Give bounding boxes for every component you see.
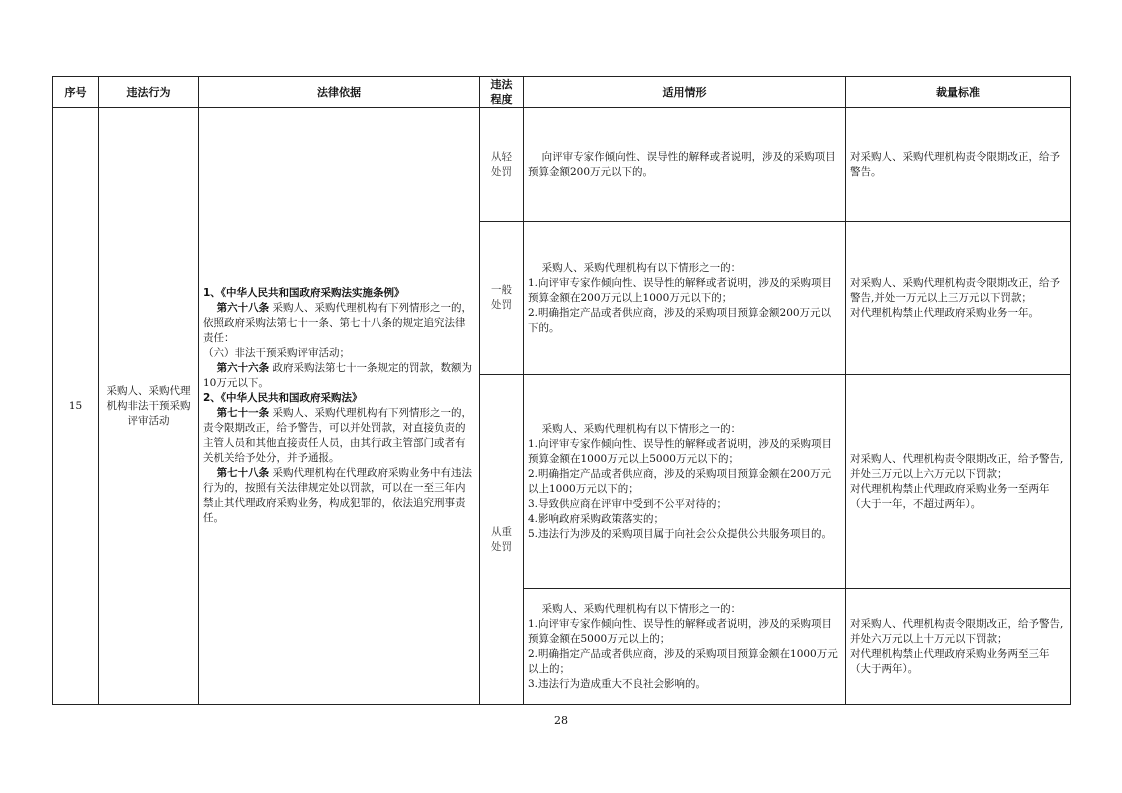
basis-article-68-item: （六）非法干预采购评审活动； <box>203 347 350 359</box>
violation-act: 采购人、采购代理机构非法干预采购评审活动 <box>99 108 199 705</box>
situation-heavy-1-intro: 采购人、采购代理机构有以下情形之一的： <box>541 422 742 435</box>
degree-heavy-b: 处罚 <box>491 540 512 553</box>
header-degree-line1: 违法 <box>490 78 513 91</box>
standard-general-line-2: 对代理机构禁止代理政府采购业务一年。 <box>850 306 1039 319</box>
basis-article-68 <box>203 301 475 346</box>
basis-article-66-text: 政府采购法第七十一条规定的罚款，数额为10万元以下。 <box>203 362 472 389</box>
degree-general <box>480 222 524 375</box>
situation-heavy-2 <box>524 589 846 705</box>
header-row <box>53 77 1071 108</box>
page-number: 28 <box>554 714 568 727</box>
row-number: 15 <box>53 108 99 705</box>
standard-general <box>846 222 1071 375</box>
penalty-table <box>52 76 1071 705</box>
header-no: 序号 <box>53 77 99 108</box>
standard-general-line-1: 对采购人、采购代理机构责令限期改正，给予警告,并处一万元以上三万元以下罚款； <box>850 276 1060 304</box>
basis-article-78-head: 第七十八条 <box>216 467 270 479</box>
standard-heavy-1-line-2: 对代理机构禁止代理政府采购业务一至两年（大于一年，不超过两年）。 <box>850 482 1050 510</box>
situation-light-line: 向评审专家作倾向性、误导性的解释或者说明，涉及的采购项目预算金额200万元以下的。 <box>528 150 836 178</box>
situation-light <box>524 108 846 222</box>
basis-title-1: 1、《中华人民共和国政府采购法实施条例》 <box>203 287 405 299</box>
standard-heavy-1 <box>846 375 1071 589</box>
situation-heavy-1-item-4: 4.影响政府采购政策落实的； <box>528 512 665 525</box>
situation-general-item-2: 2.明确指定产品或者供应商，涉及的采购项目预算金额200万元以下的。 <box>528 306 832 334</box>
situation-heavy-1-item-3: 3.导致供应商在评审中受到不公平对待的； <box>528 497 728 510</box>
degree-general-a: 一般 <box>491 284 512 296</box>
basis-article-71-text: 采购人、采购代理机构有下列情形之一的，责令限期改正，给予警告，可以并处罚款，对直接负责的主管人员和其他直接责任人员，由其行政主管部门或者有关机关给予处分，并予通报。 <box>203 407 472 464</box>
situation-heavy-2-item-3: 3.违法行为造成重大不良社会影响的。 <box>528 677 707 690</box>
degree-heavy-a: 从重 <box>491 525 512 538</box>
basis-article-68-text: 采购人、采购代理机构有下列情形之一的，依照政府采购法第七十一条、第七十八条的规定追究法律责任： <box>203 302 472 344</box>
header-situation: 适用情形 <box>524 77 846 108</box>
basis-article-78-text: 采购代理机构在代理政府采购业务中有违法行为的，按照有关法律规定处以罚款，可以在一至三年内禁止其代理政府采购业务，构成犯罪的，依法追究刑事责任。 <box>203 467 472 524</box>
situation-heavy-1 <box>524 375 846 589</box>
header-basis: 法律依据 <box>199 77 480 108</box>
situation-general-intro: 采购人、采购代理机构有以下情形之一的： <box>541 261 742 274</box>
situation-heavy-2-item-2: 2.明确指定产品或者供应商，涉及的采购项目预算金额在1000万元以上的； <box>528 647 838 675</box>
situation-heavy-1-item-5: 5.违法行为涉及的采购项目属于向社会公众提供公共服务项目的。 <box>528 527 833 540</box>
header-standard: 裁量标准 <box>846 77 1071 108</box>
standard-heavy-2-line-1: 对采购人、代理机构责令限期改正，给予警告,并处六万元以上十万元以下罚款； <box>850 617 1064 645</box>
basis-article-68-head: 第六十八条 <box>216 302 270 314</box>
degree-light-b: 处罚 <box>491 165 512 178</box>
basis-article-78 <box>203 466 475 526</box>
standard-light <box>846 108 1071 222</box>
basis-title-2: 2、《中华人民共和国政府采购法》 <box>203 392 363 404</box>
situation-heavy-2-item-1: 1.向评审专家作倾向性、误导性的解释或者说明，涉及的采购项目预算金额在5000万元以上的； <box>528 617 833 645</box>
situation-general <box>524 222 846 375</box>
basis-article-66-head: 第六十六条 <box>216 362 270 374</box>
degree-light-a: 从轻 <box>491 150 512 163</box>
situation-general-item-1: 1.向评审专家作倾向性、误导性的解释或者说明，涉及的采购项目预算金额在200万元以上1000万元以下的； <box>528 276 833 304</box>
standard-heavy-2 <box>846 589 1071 705</box>
degree-general-b: 处罚 <box>491 299 512 311</box>
basis-article-66 <box>203 361 475 391</box>
degree-heavy <box>480 375 524 705</box>
standard-light-line: 对采购人、采购代理机构责令限期改正，给予警告。 <box>850 150 1060 178</box>
situation-heavy-1-item-1: 1.向评审专家作倾向性、误导性的解释或者说明，涉及的采购项目预算金额在1000万元以上5000万元以下的； <box>528 437 833 465</box>
header-degree-line2: 程度 <box>490 93 513 106</box>
standard-heavy-1-line-1: 对采购人、代理机构责令限期改正，给予警告,并处三万元以上六万元以下罚款； <box>850 452 1064 480</box>
situation-heavy-1-item-2: 2.明确指定产品或者供应商，涉及的采购项目预算金额在200万元以上1000万元以下的； <box>528 467 832 495</box>
degree-light <box>480 108 524 222</box>
header-act: 违法行为 <box>99 77 199 108</box>
basis-article-71-head: 第七十一条 <box>216 407 270 419</box>
table-row <box>53 108 1071 222</box>
standard-heavy-2-line-2: 对代理机构禁止代理政府采购业务两至三年（大于两年）。 <box>850 647 1050 675</box>
basis-article-71 <box>203 406 475 466</box>
legal-basis <box>199 108 480 705</box>
situation-heavy-2-intro: 采购人、采购代理机构有以下情形之一的： <box>541 602 742 615</box>
header-degree <box>480 77 524 108</box>
